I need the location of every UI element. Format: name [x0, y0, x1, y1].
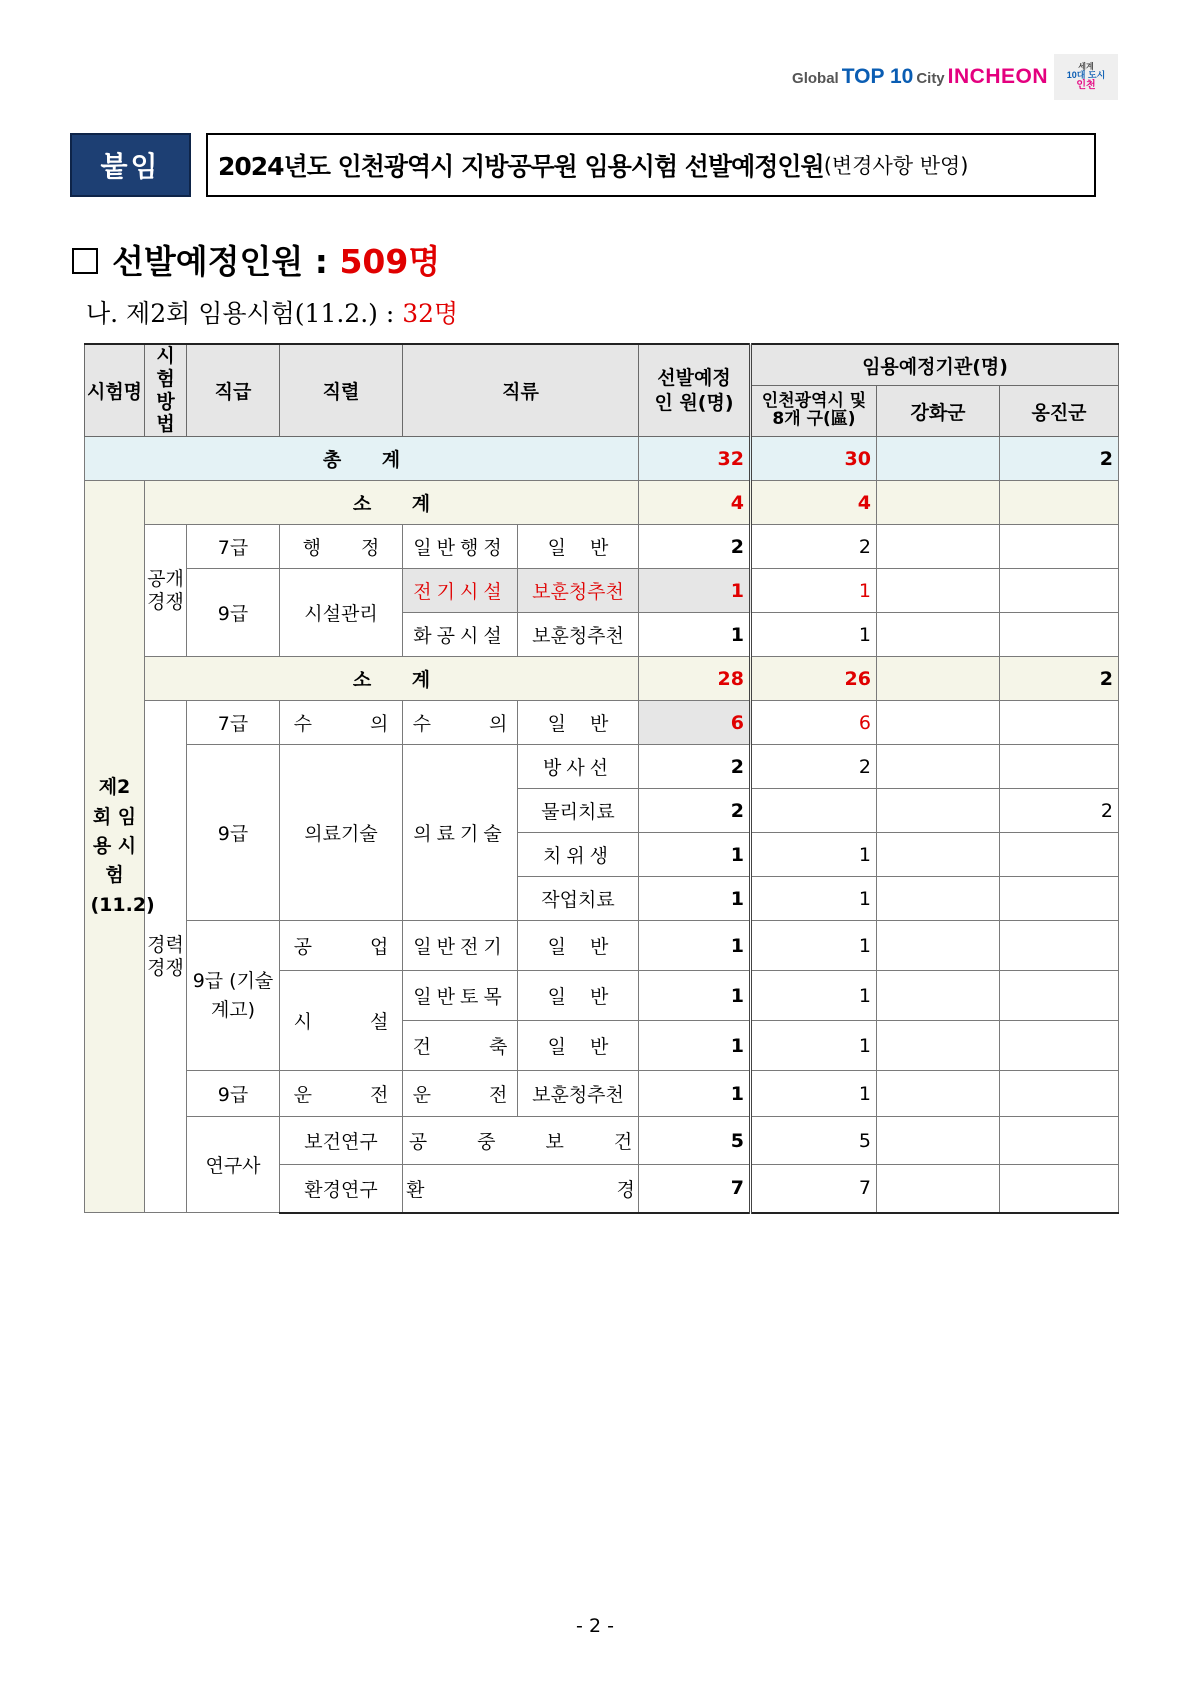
total-ongjin: 2: [1000, 437, 1119, 481]
subtotal-incheon: 26: [751, 657, 877, 701]
class2-cell: 작업치료: [518, 877, 639, 921]
class2-cell: 일 반: [518, 525, 639, 569]
badge-line-1: 세계: [1078, 61, 1094, 71]
logo-wordmark: [792, 65, 1048, 89]
planned-cell: 1: [639, 877, 751, 921]
total-row: [85, 437, 1119, 481]
class2-cell: 보훈청추천: [518, 613, 639, 657]
table-row: [85, 701, 1119, 745]
class1-cell: 의료기술: [403, 745, 518, 921]
document-title: 2024년도 인천광역시 지방공무원 임용시험 선발예정인원: [218, 152, 824, 181]
table-row: [85, 1117, 1119, 1165]
ganghwa-cell: [877, 701, 1000, 745]
planned-cell: 1: [639, 1071, 751, 1117]
ganghwa-cell: [877, 569, 1000, 613]
ganghwa-cell: [877, 525, 1000, 569]
class2-cell: 보훈청추천: [518, 1071, 639, 1117]
class2-cell: 치위생: [518, 833, 639, 877]
incheon-cell: 1: [751, 833, 877, 877]
subtotal-planned: 4: [639, 481, 751, 525]
class1-cell: 건 축: [403, 1021, 518, 1071]
total-incheon: 30: [751, 437, 877, 481]
ganghwa-cell: [877, 613, 1000, 657]
ongjin-cell: [1000, 833, 1119, 877]
planned-cell: 5: [639, 1117, 751, 1165]
subtotal-row: [85, 657, 1119, 701]
logo-top10: TOP 10: [841, 65, 914, 88]
class1-cell: 수 의: [403, 701, 518, 745]
heading-label: 선발예정인원 :: [112, 242, 328, 281]
header-grade: 직급: [187, 344, 280, 437]
subtotal-incheon: 4: [751, 481, 877, 525]
incheon-cell: [751, 789, 877, 833]
incheon-logo: [792, 54, 1118, 100]
incheon-cell: 2: [751, 525, 877, 569]
class2-cell: 방사선: [518, 745, 639, 789]
recruitment-table: [84, 343, 1119, 1214]
ongjin-cell: [1000, 877, 1119, 921]
subheading-label: 나. 제2회 임용시험(11.2.) :: [86, 299, 395, 328]
ganghwa-cell: [877, 789, 1000, 833]
badge-line-3: 인천: [1076, 79, 1096, 91]
logo-city: City: [916, 70, 945, 87]
logo-badge: [1054, 54, 1118, 100]
ganghwa-cell: [877, 921, 1000, 971]
series-cell: 공 업: [280, 921, 403, 971]
class1-cell: 환 경: [403, 1165, 639, 1213]
grade-cell: 9급 (기술계고): [187, 921, 280, 1071]
incheon-cell: 1: [751, 971, 877, 1021]
class1-cell: 공 중 보 건: [403, 1117, 639, 1165]
planned-cell: 1: [639, 613, 751, 657]
table-row: [85, 525, 1119, 569]
header-planned: 선발예정인 원(명): [639, 344, 751, 437]
series-cell: 환경연구: [280, 1165, 403, 1213]
ongjin-cell: 2: [1000, 789, 1119, 833]
header-agency-group: 임용예정기관(명): [751, 344, 1119, 386]
ganghwa-cell: [877, 745, 1000, 789]
ongjin-cell: [1000, 525, 1119, 569]
ganghwa-cell: [877, 1021, 1000, 1071]
ganghwa-cell: [877, 833, 1000, 877]
ganghwa-cell: [877, 1165, 1000, 1213]
subtotal-ganghwa: [877, 657, 1000, 701]
incheon-cell: 5: [751, 1117, 877, 1165]
planned-cell: 1: [639, 1021, 751, 1071]
section-heading: [72, 236, 440, 283]
subtotal-planned: 28: [639, 657, 751, 701]
ongjin-cell: [1000, 1117, 1119, 1165]
ganghwa-cell: [877, 1117, 1000, 1165]
grade-cell: 7급: [187, 525, 280, 569]
checkbox-square-icon: [72, 248, 98, 274]
method-cell: 경력경쟁: [145, 701, 187, 1213]
exam-name-cell: 제2회 임 용 시 험 (11.2): [85, 481, 145, 1213]
incheon-cell: 1: [751, 1021, 877, 1071]
ongjin-cell: [1000, 921, 1119, 971]
subtotal-row: [85, 481, 1119, 525]
header-ganghwa: 강화군: [877, 386, 1000, 437]
table-row: [85, 921, 1119, 971]
table-row: [85, 569, 1119, 613]
ganghwa-cell: [877, 877, 1000, 921]
planned-cell: 2: [639, 789, 751, 833]
incheon-cell: 1: [751, 921, 877, 971]
series-cell: 시 설: [280, 971, 403, 1071]
header-class: 직류: [403, 344, 639, 437]
ongjin-cell: [1000, 569, 1119, 613]
series-cell: 수 의: [280, 701, 403, 745]
ongjin-cell: [1000, 1021, 1119, 1071]
subheading-value: 32명: [402, 299, 459, 328]
header-method: 시험방법: [145, 344, 187, 437]
badge-line-2: 10대 도시: [1066, 70, 1106, 81]
document-title-note: (변경사항 반영): [823, 154, 969, 178]
header-ongjin: 옹진군: [1000, 386, 1119, 437]
grade-cell: 9급: [187, 1071, 280, 1117]
table-row: [85, 1071, 1119, 1117]
total-ganghwa: [877, 437, 1000, 481]
series-cell: 행 정: [280, 525, 403, 569]
total-planned: 32: [639, 437, 751, 481]
class2-cell: 일 반: [518, 921, 639, 971]
class2-cell: 일 반: [518, 1021, 639, 1071]
class1-cell: 전기시설: [403, 569, 518, 613]
incheon-cell: 6: [751, 701, 877, 745]
planned-cell: 1: [639, 921, 751, 971]
logo-global: Global: [792, 70, 839, 87]
class2-cell: 일 반: [518, 701, 639, 745]
logo-incheon: INCHEON: [947, 65, 1048, 88]
incheon-cell: 2: [751, 745, 877, 789]
attachment-tag: 붙임: [70, 133, 191, 197]
class1-cell: 화공시설: [403, 613, 518, 657]
class1-cell: 일반행정: [403, 525, 518, 569]
ongjin-cell: [1000, 1165, 1119, 1213]
subtotal-ongjin: [1000, 481, 1119, 525]
incheon-cell: 1: [751, 877, 877, 921]
series-cell: 시설관리: [280, 569, 403, 657]
section-subheading: [86, 294, 458, 330]
table-row: [85, 745, 1119, 789]
ongjin-cell: [1000, 701, 1119, 745]
class1-cell: 일반토목: [403, 971, 518, 1021]
planned-cell: 1: [639, 971, 751, 1021]
total-label: 총 계: [85, 437, 639, 481]
incheon-cell: 1: [751, 569, 877, 613]
ongjin-cell: [1000, 1071, 1119, 1117]
planned-cell: 7: [639, 1165, 751, 1213]
incheon-cell: 7: [751, 1165, 877, 1213]
series-cell: 보건연구: [280, 1117, 403, 1165]
series-cell: 운 전: [280, 1071, 403, 1117]
header-exam-name: 시험명: [85, 344, 145, 437]
heading-value: 509명: [339, 242, 441, 281]
grade-cell: 9급: [187, 745, 280, 921]
ongjin-cell: [1000, 613, 1119, 657]
planned-cell: 6: [639, 701, 751, 745]
ongjin-cell: [1000, 971, 1119, 1021]
class1-cell: 운 전: [403, 1071, 518, 1117]
ganghwa-cell: [877, 971, 1000, 1021]
header-series: 직렬: [280, 344, 403, 437]
class2-cell: 물리치료: [518, 789, 639, 833]
planned-cell: 1: [639, 569, 751, 613]
planned-cell: 1: [639, 833, 751, 877]
class1-cell: 일반전기: [403, 921, 518, 971]
grade-cell: 7급: [187, 701, 280, 745]
class2-cell: 일 반: [518, 971, 639, 1021]
grade-cell: 9급: [187, 569, 280, 657]
series-cell: 의료기술: [280, 745, 403, 921]
planned-cell: 2: [639, 525, 751, 569]
subtotal-ongjin: 2: [1000, 657, 1119, 701]
subtotal-label: 소 계: [145, 657, 639, 701]
method-cell: 공개경쟁: [145, 525, 187, 657]
incheon-cell: 1: [751, 1071, 877, 1117]
ongjin-cell: [1000, 745, 1119, 789]
subtotal-ganghwa: [877, 481, 1000, 525]
ganghwa-cell: [877, 1071, 1000, 1117]
grade-cell: 연구사: [187, 1117, 280, 1213]
planned-cell: 2: [639, 745, 751, 789]
header-incheon: 인천광역시 및 8개 구(區): [751, 386, 877, 437]
document-title-box: [206, 133, 1096, 197]
incheon-cell: 1: [751, 613, 877, 657]
page-number: - 2 -: [576, 1615, 614, 1637]
subtotal-label: 소 계: [145, 481, 639, 525]
class2-cell: 보훈청추천: [518, 569, 639, 613]
